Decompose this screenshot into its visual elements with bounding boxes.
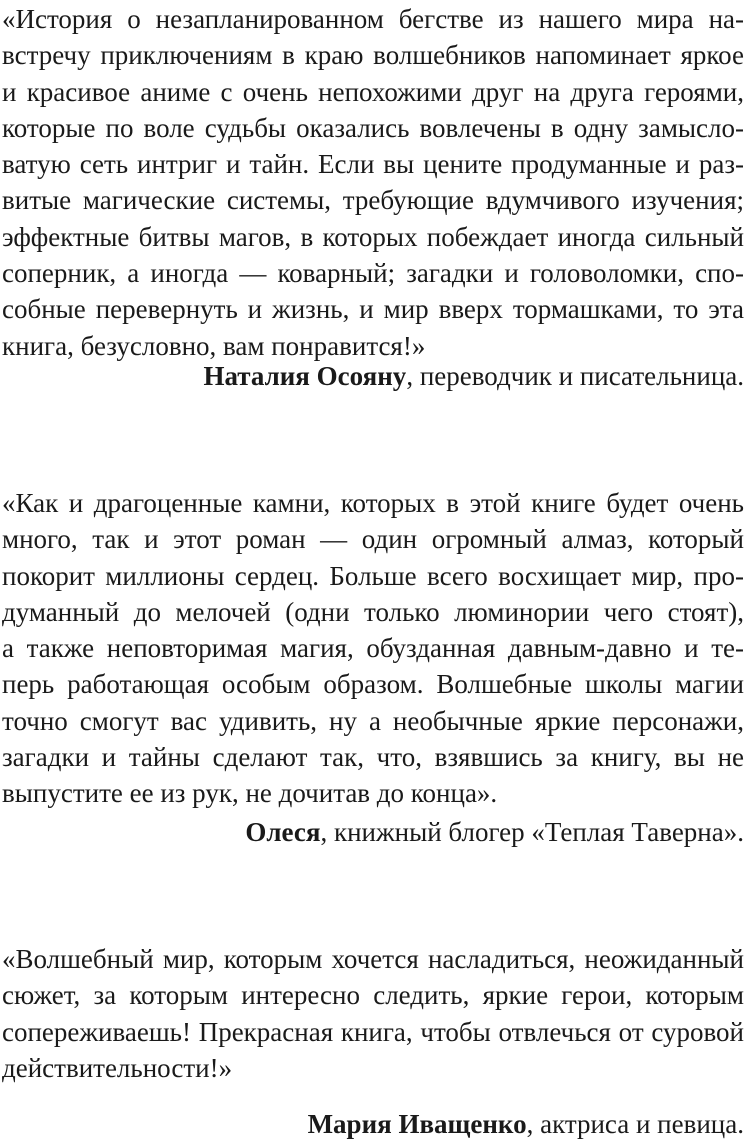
quote-line: перь работающая особым образом. Волшебные школы магии [2,669,744,700]
review-attribution-2 [245,814,744,850]
quote-line: витые магические системы, требующие вдумчивого изучения; [2,185,744,216]
quote-line: которые по воле судьбы оказались вовлечены в одну замысло- [2,112,744,143]
quote-line: встречу приключениям в краю волшебников напоминает яркое [2,40,744,71]
quote-line: а также неповторимая магия, обузданная давным-давно и те- [2,633,744,664]
reviewer-name: Олеся [245,817,321,847]
quote-line: соперник, а иногда — коварный; загадки и головоломки, спо- [2,258,744,289]
reviewer-role: , переводчик и писательница. [406,361,744,391]
review-attribution-3 [308,1106,744,1142]
quote-line: эффектные битвы магов, в которых побеждает иногда сильный [2,221,744,252]
reviewer-name: Наталия Осояну [203,361,407,391]
quote-line: «Волшебный мир, которым хочется насладиться, неожиданный [2,944,744,974]
quote-line: загадки и тайны сделают так, что, взявшись за книгу, вы не [2,742,744,773]
quote-line: сюжет, за которым интересно следить, яркие герои, которым [2,980,744,1011]
reviewer-name: Мария Иващенко [307,1109,527,1139]
quote-line: собные перевернуть и жизнь, и мир вверх тормашками, то эта [2,294,744,325]
quote-line: много, так и этот роман — один огромный алмаз, который [2,524,744,555]
review-quote-3 [2,941,744,1086]
review-quote-1 [2,1,744,364]
quote-line: ватую сеть интриг и тайн. Если вы цените продуманные и раз- [2,149,744,180]
quote-line: книга, безусловно, вам понравится!» [2,330,426,361]
reviewer-role: , актриса и певица. [526,1109,744,1139]
review-attribution-1 [203,358,744,394]
quote-line: выпустите ее из рук, не дочитав до конца». [2,778,498,809]
quote-line: сопереживаешь! Прекрасная книга, чтобы отвлечься от суровой [2,1016,744,1047]
quote-line: «История о незапланированном бегстве из нашего мира на- [2,4,744,34]
quote-line: и красивое аниме с очень непохожими друг на друга героями, [2,76,744,107]
quote-line: покорит миллионы сердец. Больше всего восхищает мир, про- [2,560,744,591]
quote-line: точно смогут вас удивить, ну а необычные яркие персонажи, [2,705,744,736]
quote-line: «Как и драгоценные камни, которых в этой книге будет очень [2,488,744,518]
reviewer-role: , книжный блогер «Теплая Таверна». [320,817,744,847]
quote-line: действительности!» [2,1052,233,1083]
quote-line: думанный до мелочей (одни только люминории чего стоят), [2,596,744,627]
review-quote-2 [2,485,744,812]
